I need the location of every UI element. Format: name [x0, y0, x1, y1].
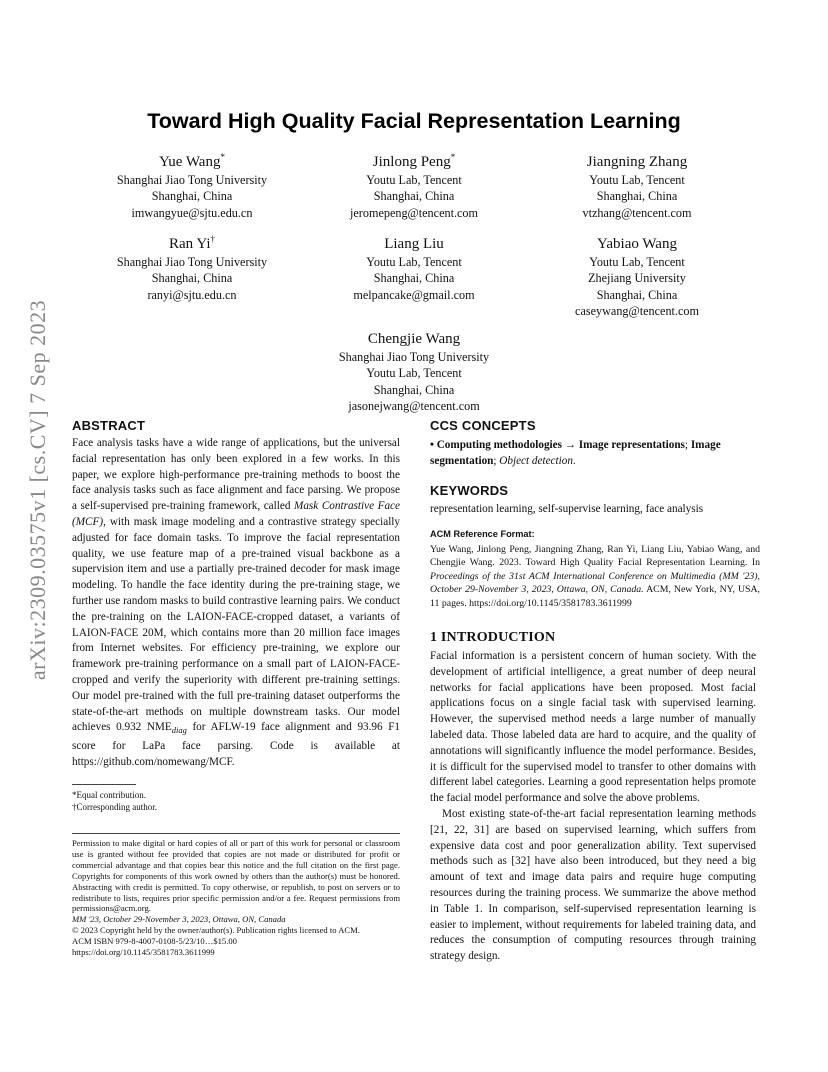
author-affiliation: Shanghai, China	[151, 271, 233, 286]
intro-paragraph: Most existing state-of-the-art facial representation learning methods [21, 22, 31] are based on supervised learning, which suffers from expensive data cost and poor generalization ability. Text supervised methods such as [32] have also been introduced, but they need a big amount of text and image data pairs and require huge computing resources during the training process. We summarize the above method in Table 1. In comparison, self-supervised representation learning is easier to implement, without requirements for labeled training data, and reduces the consumption of computing resources through training strategy design.	[430, 807, 756, 963]
venue-line: MM '23, October 29-November 3, 2023, Ottawa, ON, Canada	[72, 914, 286, 925]
author-affiliation: Youtu Lab, Tencent	[589, 255, 685, 269]
author-affiliation: Shanghai, China	[151, 189, 233, 204]
author-email: ranyi@sjtu.edu.cn	[147, 287, 237, 302]
author-affiliation: Zhejiang University	[588, 271, 686, 286]
author-affiliation: Youtu Lab, Tencent	[366, 173, 462, 187]
intro-paragraph: Facial information is a persistent concern of human society. With the development of artificial intelligence, a great number of deep neural networks for facial applications have been proposed. Most facial applications focus on a single facial task with supervised learning. However, the supervised method needs a large number of manually labeled data. Those labeled data are hard to acquire, and the quality of annotations will significantly influence the model performance. Besides, it is difficult for the supervised model to transfer to other domains with different label categories. Learning a good representation helps promote the facial model performance and solve the above problems.	[430, 650, 756, 805]
author-block	[537, 230, 737, 319]
author-affiliation: Shanghai, China	[596, 189, 678, 204]
isbn-line: ACM ISBN 979-8-4007-0108-5/23/10…$15.00	[72, 936, 237, 947]
footnote-rule	[72, 784, 136, 785]
author-block	[314, 325, 514, 414]
introduction-text	[430, 649, 756, 965]
paper-title: Toward High Quality Facial Representation Learning	[147, 109, 681, 133]
permission-block	[72, 838, 400, 958]
author-affiliation: Shanghai, China	[596, 287, 678, 302]
author-name: Chengjie Wang	[367, 331, 461, 347]
abstract-heading: ABSTRACT	[72, 418, 146, 433]
author-email: jeromepeng@tencent.com	[350, 205, 478, 220]
author-affiliation: Shanghai, China	[373, 382, 455, 397]
author-name: Jinlong Peng*	[372, 152, 456, 170]
ccs-heading: CCS CONCEPTS	[430, 418, 536, 433]
author-block	[92, 148, 292, 221]
author-affiliation: Shanghai Jiao Tong University	[338, 350, 490, 364]
author-block	[314, 230, 514, 303]
author-block	[314, 148, 514, 221]
copyright-line: © 2023 Copyright held by the owner/author(s). Publication rights licensed to ACM.	[72, 925, 360, 936]
author-name: Yue Wang*	[159, 152, 225, 170]
author-email: jasonejwang@tencent.com	[348, 398, 480, 413]
arxiv-sidebar-stamp	[18, 290, 58, 690]
author-name: Ran Yi†	[168, 234, 216, 252]
author-block	[537, 148, 737, 221]
author-name: Jiangning Zhang	[586, 154, 688, 170]
author-affiliation: Shanghai, China	[373, 189, 455, 204]
keywords-text: representation learning, self-supervise learning, face analysis	[430, 503, 704, 515]
author-email: melpancake@gmail.com	[353, 287, 475, 302]
doi-line: https://doi.org/10.1145/3581783.3611999	[72, 947, 215, 958]
author-email: vtzhang@tencent.com	[582, 205, 692, 220]
reference-label: ACM Reference Format:	[430, 529, 535, 539]
arxiv-id: arXiv:2309.03575v1 [cs.CV] 7 Sep 2023	[25, 299, 50, 681]
ccs-concepts: • Computing methodologies → Image representations; Image segmentation; Object detection.	[430, 439, 721, 467]
acm-reference-format: ACM Reference Format: Yue Wang, Jinlong Peng, Jiangning Zhang, Ran Yi, Liang Liu, Yabiao Wang, and Chengjie Wang. 2023. Toward High Quality Facial Representation Learning. In Proceedings of the 31st ACM International Conference on Multimedia (MM '23), October 29-November 3, 2023, Ottawa, ON, Canada. ACM, New York, NY, USA, 11 pages. https://doi.org/10.1145/3581783.3611999	[430, 529, 760, 609]
author-block	[92, 230, 292, 303]
introduction-heading: 1 INTRODUCTION	[430, 630, 556, 645]
permission-text: Permission to make digital or hard copies of all or part of this work for personal or classroom use is granted without fee provided that copies are not made or distributed for profit or commercial advantage and that copies bear this notice and the full citation on the first page. Copyrights for components of this work owned by others than the author(s) must be honored. Abstracting with credit is permitted. To copy otherwise, or republish, to post on servers or to redistribute to lists, requires prior specific permission and/or a fee. Request permissions from permissions@acm.org.	[72, 838, 400, 914]
author-affiliation: Shanghai Jiao Tong University	[116, 173, 268, 187]
author-email: imwangyue@sjtu.edu.cn	[131, 205, 253, 220]
footnote-equal-contribution: *Equal contribution.	[72, 790, 146, 800]
keywords-heading: KEYWORDS	[430, 483, 509, 498]
author-affiliation: Youtu Lab, Tencent	[589, 173, 685, 187]
author-name: Yabiao Wang	[597, 236, 677, 252]
abstract-text: Face analysis tasks have a wide range of applications, but the universal facial representation has only been explored in a few works. In this paper, we explore high-performance pre-training methods to boost the face analysis tasks such as face alignment and face parsing. We propose a self-supervised pre-training framework, called Mask Contrastive Face (MCF), with mask image modeling and a contrastive strategy specially adjusted for face domain tasks. To improve the facial representation quality, we use feature map of a pre-trained visual backbone as a supervision item and use a partially pre-trained decoder for mask image modeling. To handle the face identity during the pre-training stage, we further use random masks to build contrastive learning pairs. We conduct the pre-training on the LAION-FACE-cropped dataset, a variants of LAION-FACE 20M, which contains more than 20 million face images from Internet websites. For efficiency pre-training, we explore our framework pre-training performance on a small part of LAION-FACE-cropped and verify the superiority with different pre-training settings. Our model pre-trained with the full pre-training dataset outperforms the state-of-the-art methods on multiple downstream tasks. Our model achieves 0.932 $NME_{diag}$ for AFLW-19 face alignment and 93.96 F1 score for LaPa face parsing. Code is available at https://github.com/nomewang/MCF.	[72, 437, 401, 769]
author-affiliation: Shanghai Jiao Tong University	[116, 255, 268, 269]
author-affiliation: Youtu Lab, Tencent	[366, 255, 462, 269]
author-affiliation: Shanghai, China	[373, 271, 455, 286]
footnotes	[72, 790, 400, 813]
permission-rule	[72, 833, 400, 834]
footnote-corresponding-author: †Corresponding author.	[72, 801, 157, 812]
author-affiliation: Youtu Lab, Tencent	[366, 366, 462, 381]
author-email: caseywang@tencent.com	[575, 303, 699, 318]
author-name: Liang Liu	[384, 236, 444, 252]
